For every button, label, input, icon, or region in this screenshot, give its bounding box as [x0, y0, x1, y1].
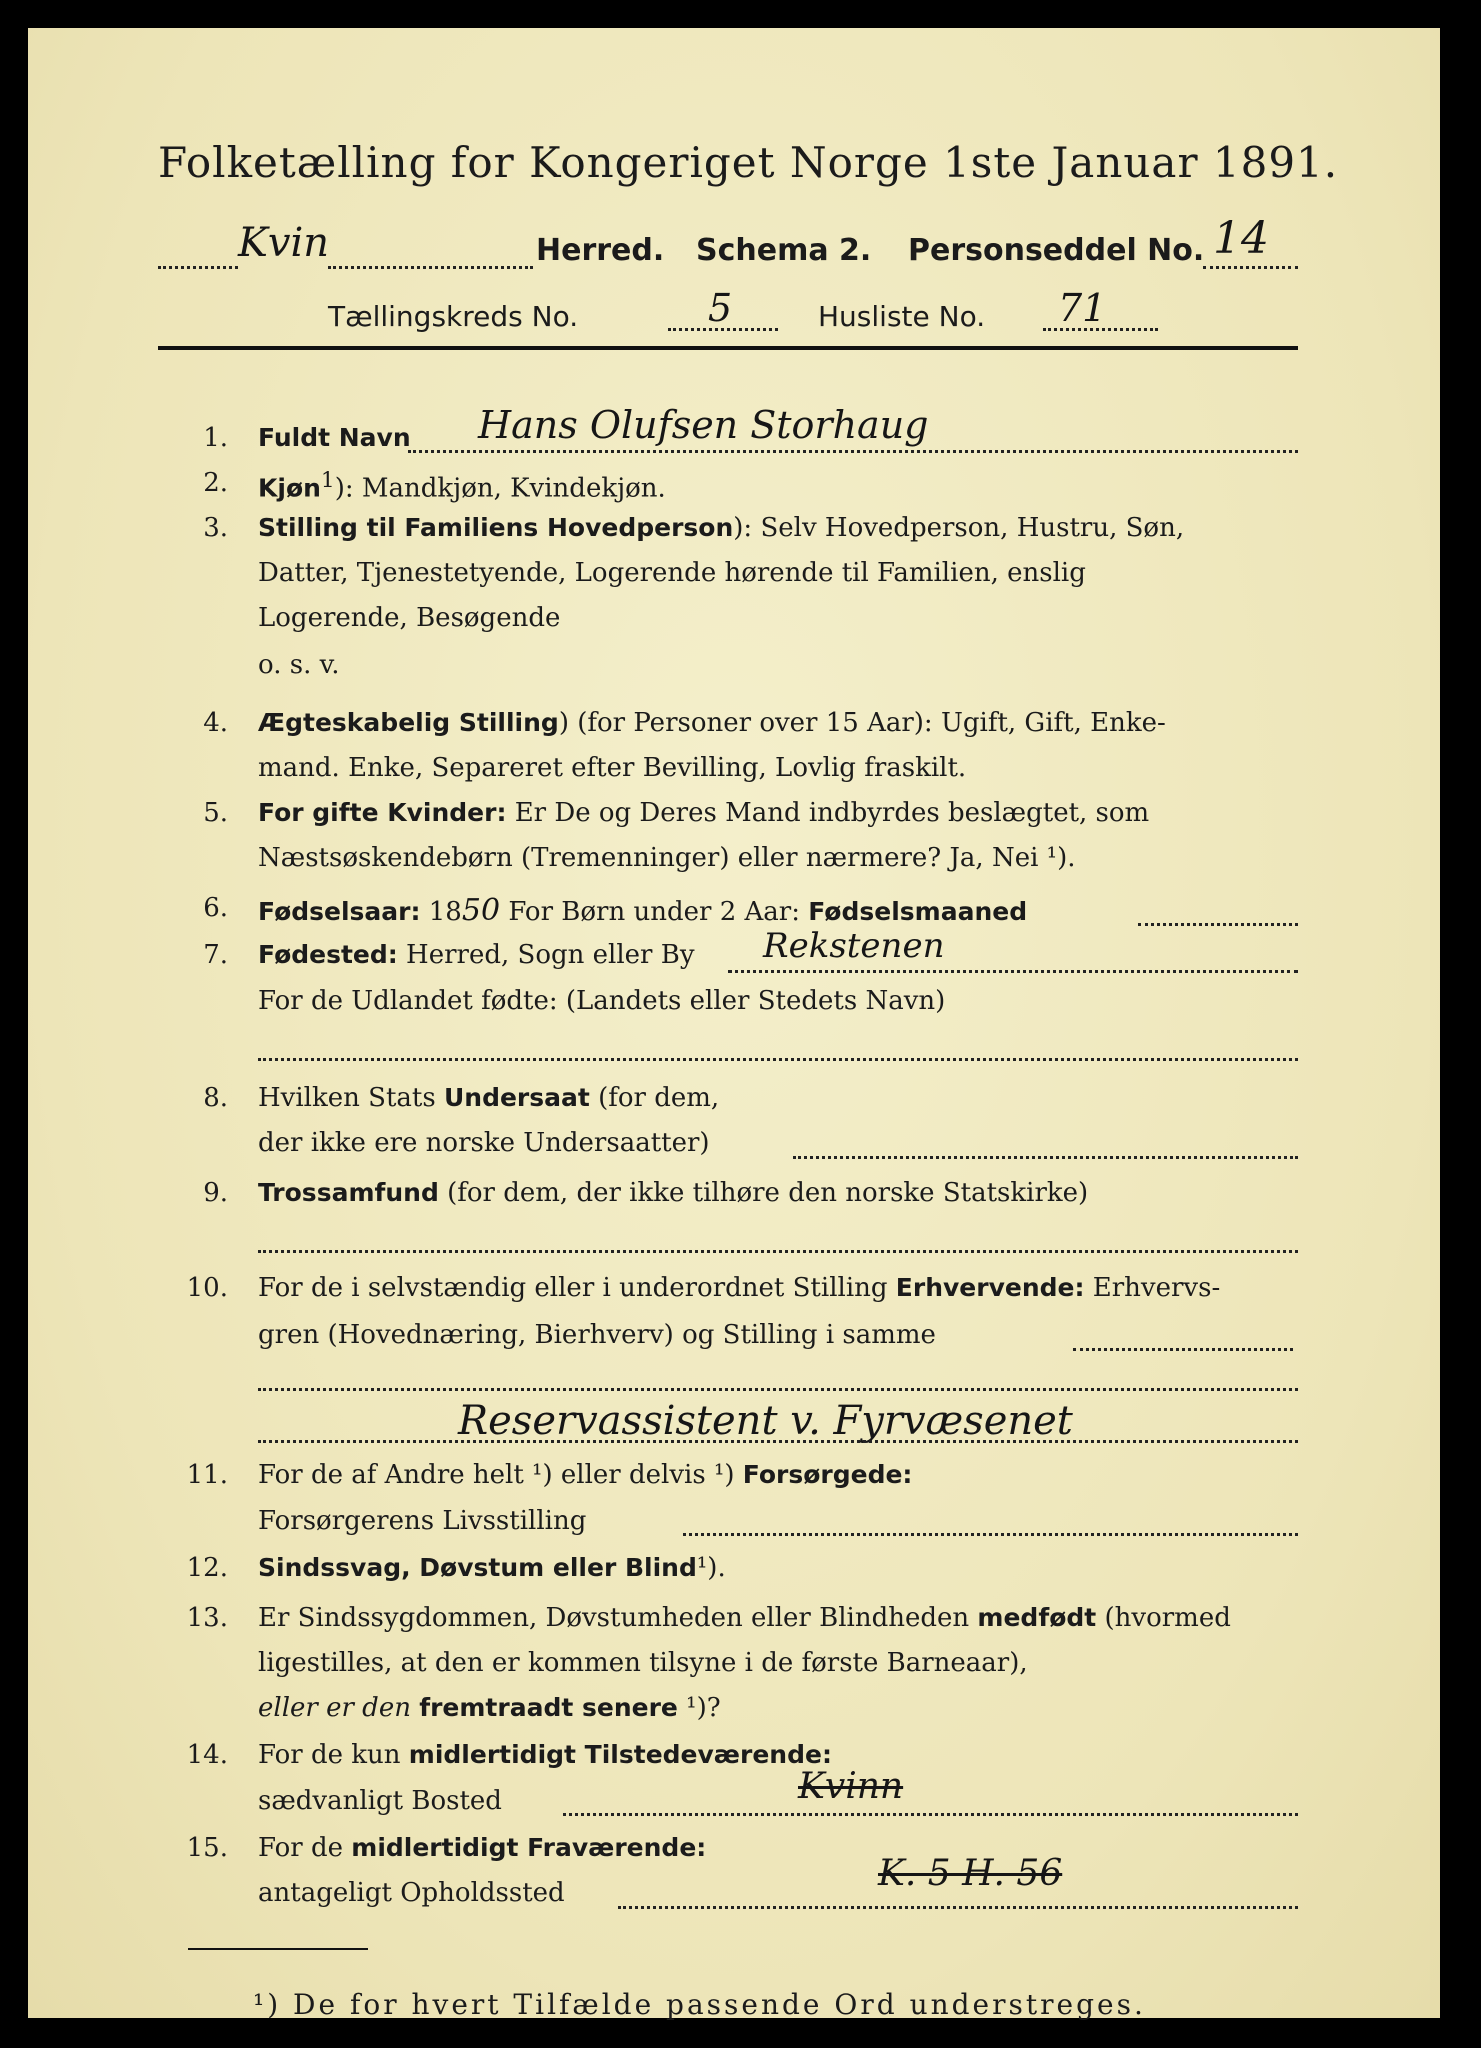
dotted-line: [328, 266, 533, 269]
form-title: Folketælling for Kongeriget Norge 1ste Januar 1891.: [158, 138, 1339, 187]
dotted-line: [258, 1058, 1298, 1061]
dotted-line: [1073, 1348, 1293, 1351]
herred-label: Herred.: [536, 233, 665, 268]
header-rule: [158, 346, 1298, 350]
dotted-line: [158, 266, 238, 269]
birthplace-value: Rekstenen: [763, 926, 945, 966]
dotted-line: [258, 1388, 1298, 1391]
usual-residence-value: Kvinn: [798, 1766, 904, 1807]
dotted-line: [258, 1250, 1298, 1253]
item-label: Fuldt Navn: [258, 423, 411, 452]
dotted-line: [1203, 266, 1298, 269]
schema-label: Schema 2.: [696, 233, 872, 268]
dotted-line: [683, 1533, 1298, 1536]
personseddel-label: Personseddel No.: [908, 233, 1205, 268]
personseddel-value: 14: [1213, 213, 1269, 264]
footnote: ¹) De for hvert Tilfælde passende Ord understreges.: [253, 1988, 1146, 2021]
footnote-rule: [188, 1948, 368, 1950]
dotted-line: [728, 970, 1298, 973]
dotted-line: [258, 1440, 1298, 1443]
full-name-value: Hans Olufsen Storhaug: [478, 403, 929, 447]
dotted-line: [563, 1813, 1298, 1816]
husliste-label: Husliste No.: [818, 300, 986, 333]
herred-value: Kvin: [238, 220, 330, 266]
stay-place-value: K. 5 H. 56: [878, 1853, 1063, 1894]
dotted-line: [793, 1156, 1298, 1159]
dotted-line: [1138, 923, 1298, 926]
dotted-line: [1043, 328, 1158, 331]
kreds-value: 5: [708, 286, 733, 330]
dotted-line: [668, 328, 778, 331]
census-form: Folketælling for Kongeriget Norge 1ste Januar 1891. Kvin Herred. Schema 2. Personseddel No. 14 Tællingskreds No. 5 Husliste No. 71 1. Fuldt Navn Hans Olufsen Storhaug 2. Kjøn$^1$): Mandkjøn, Kvindekjøn. 3. Stilling til Familiens Hovedperson): Selv Hovedperson, Hustru, Søn, Datter, Tjenestetyende, Logerende hørende til Familien, enslig Logerende, Besøgende o. s. v. 4. Ægteskabelig Stilling) (for Personer over 15 Aar): Ugift, Gift, Enke- mand. Enke, Separeret efter Bevilling, Lovlig fraskilt. 5. For gifte Kvinder: Er De og Deres Mand indbyrdes beslægtet, som Næstsøskendebørn (Tremenninger) eller nærmere? Ja, Nei ¹). 6. Fødselsaar: 1850 For Børn under 2 Aar: Fødselsmaaned 7. Fødested: Herred, Sogn eller By Rekstenen For de Udlandet fødte: (Landets eller Stedets Navn) 8. Hvilken Stats Undersaat (for dem, der ikke ere norske Undersaatter) 9. Trossamfund (for dem, der ikke tilhøre den norske Statskirke) 10. For de i selvstændig eller i underordnet Stilling Erhvervende: Erhvervs- gren (Hovednæring, Bierhverv) og Stilling i samme Reservassistent v. Fyrvæsenet 11. For de af Andre helt ¹) eller delvis ¹) Forsørgede: Forsørgerens Livsstilling 12. Sindssvag, Døvstum eller Blind¹). 13. Er Sindssygdommen, Døvstumheden eller Blindheden medfødt (hvormed ligestilles, at den er kommen tilsyne i de første Barneaar), eller er den fremtraadt senere ¹)? 14. For de kun midlertidigt Tilstedeværende: sædvanligt Bosted Kvinn 15. For de midlertidigt Fraværende: antageligt Opholdssted K. 5 H. 56 ¹) De for hvert Tilfælde passende Ord understreges.: [28, 28, 1440, 2018]
husliste-value: 71: [1058, 286, 1107, 330]
dotted-line: [618, 1906, 1298, 1909]
occupation-value: Reservassistent v. Fyrvæsenet: [458, 1398, 1073, 1444]
kreds-label: Tællingskreds No.: [328, 300, 579, 333]
dotted-line: [408, 450, 1298, 453]
